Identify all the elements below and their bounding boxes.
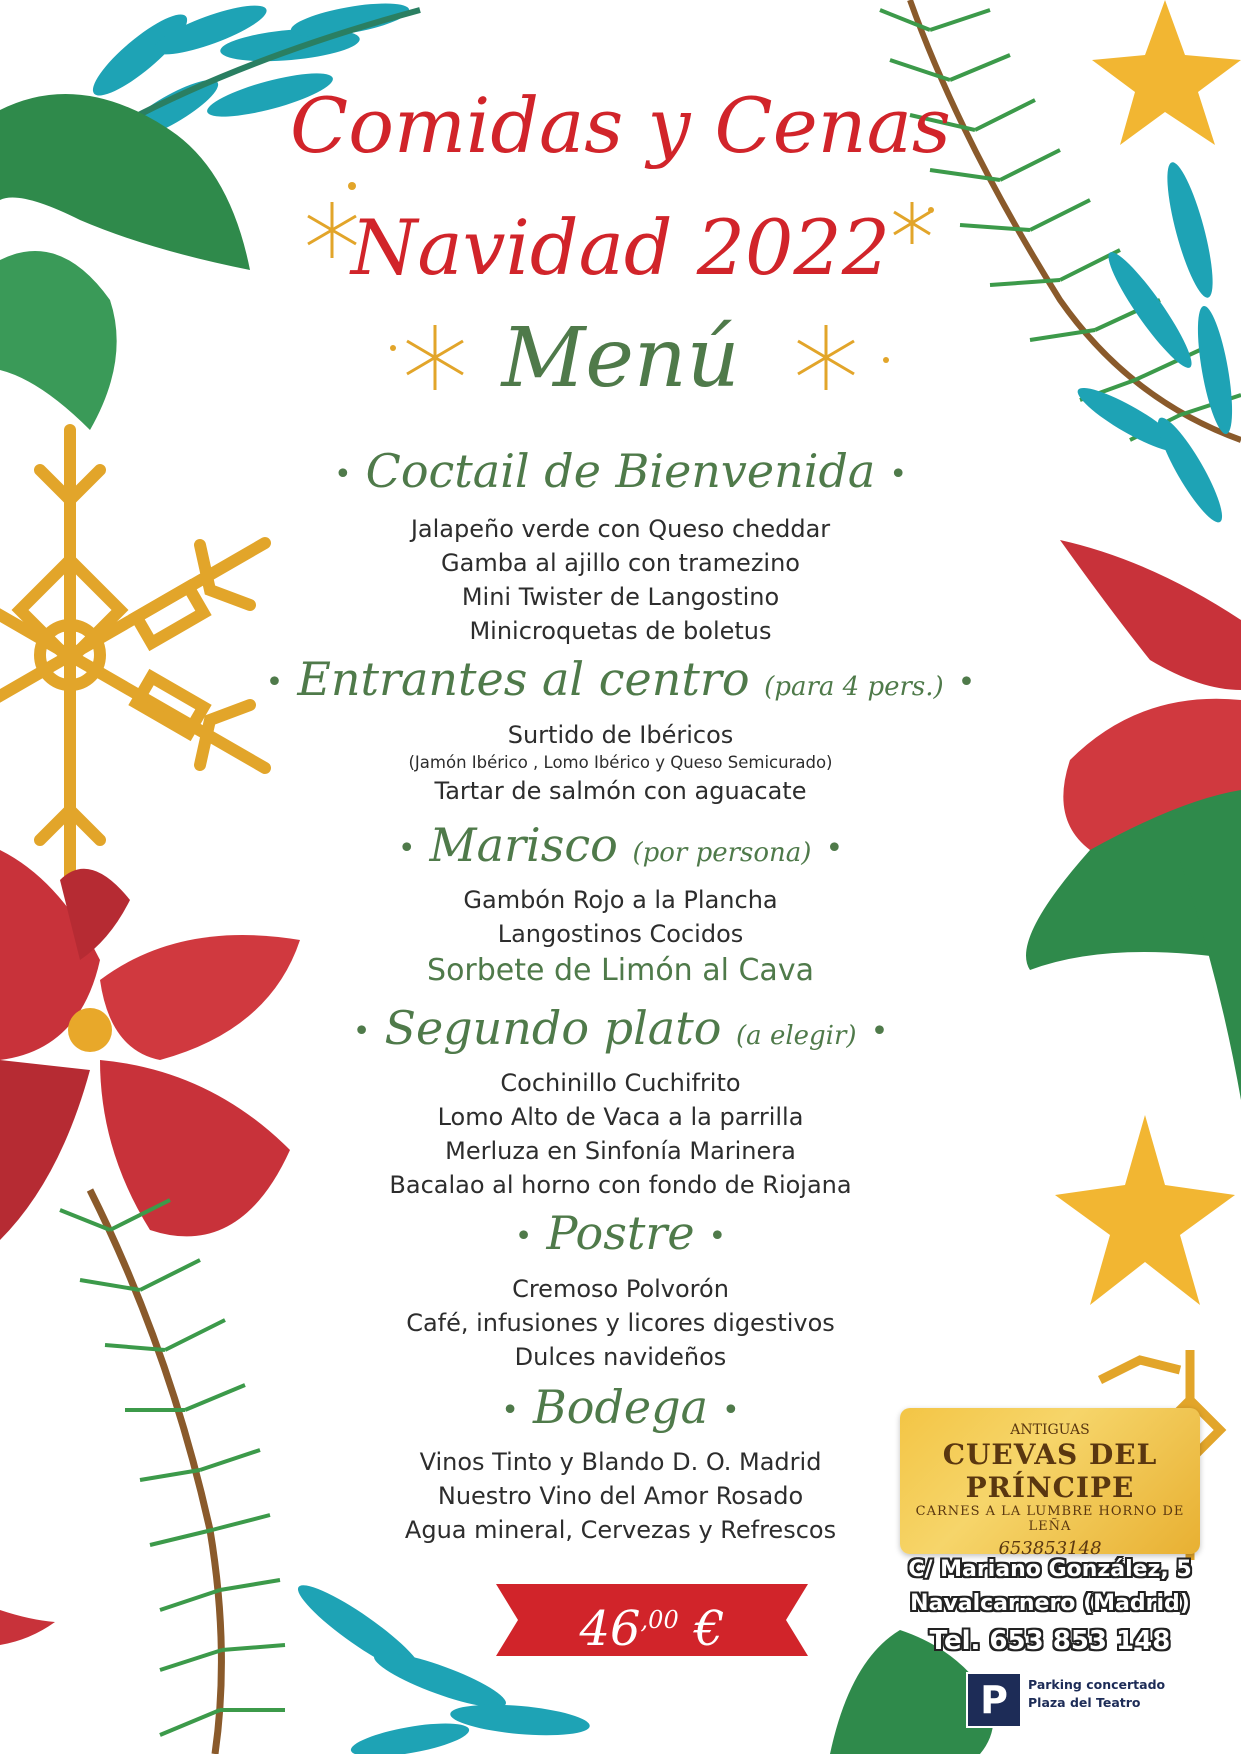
title-block (0, 81, 1241, 170)
menu-item: Gamba al ajillo con tramezino (441, 549, 800, 577)
menu-item: Bacalao al horno con fondo de Riojana (389, 1171, 852, 1199)
menu-heading: Menú (501, 311, 740, 406)
menu-item: Café, infusiones y licores digestivos (406, 1309, 835, 1337)
section-heading-marisco: • Marisco (por persona) • (397, 818, 844, 872)
address-city: Navalcarnero (Madrid) (910, 1591, 1190, 1616)
menu-item: Surtido de Ibéricos (507, 721, 734, 749)
menu-item: Cremoso Polvorón (512, 1275, 729, 1303)
title-line-1: Comidas y Cenas (290, 81, 951, 170)
section-items-entrantes (0, 718, 1241, 808)
menu-item-note: (Jamón Ibérico , Lomo Ibérico y Queso Semicurado) (408, 753, 833, 772)
title-line-2: Navidad 2022 (350, 203, 891, 292)
menu-item: Mini Twister de Langostino (461, 583, 780, 611)
address-street: C/ Mariano González, 5 (908, 1557, 1192, 1582)
section-heading-segundo: • Segundo plato (a elegir) • (352, 1001, 889, 1055)
section-heading-bodega: • Bodega • (501, 1380, 740, 1434)
menu-item: Agua mineral, Cervezas y Refrescos (404, 1516, 837, 1544)
menu-item: Jalapeño verde con Queso cheddar (410, 515, 831, 543)
gold-snowflake-left-icon (0, 430, 265, 880)
restaurant-logo: ANTIGUAS CUEVAS DEL PRÍNCIPE CARNES A LA LUMBRE HORNO DE LEÑA 653853148 (900, 1408, 1200, 1554)
menu-item: Langostinos Cocidos (497, 920, 744, 948)
red-leaf-bottom-left-icon (0, 1610, 55, 1645)
menu-item: Vinos Tinto y Blando D. O. Madrid (419, 1448, 822, 1476)
menu-item: Tartar de salmón con aguacate (434, 777, 807, 805)
section-heading-coctail: • Coctail de Bienvenida • (333, 444, 908, 498)
menu-item: Cochinillo Cuchifrito (500, 1069, 741, 1097)
menu-item: Dulces navideños (514, 1343, 727, 1371)
address-phone: Tel. 653 853 148 (929, 1626, 1171, 1656)
section-heading-entrantes: • Entrantes al centro (para 4 pers.) • (265, 652, 976, 706)
menu-item: Merluza en Sinfonía Marinera (445, 1137, 796, 1165)
menu-item-sorbete: Sorbete de Limón al Cava (427, 953, 814, 988)
menu-item: Minicroquetas de boletus (469, 617, 772, 645)
phone-icon-text: 653853148 (998, 1538, 1102, 1559)
menu-item: Gambón Rojo a la Plancha (463, 886, 778, 914)
section-items-coctail (0, 512, 1241, 648)
section-items-postre (0, 1272, 1241, 1374)
section-heading-postre: • Postre • (514, 1206, 727, 1260)
price-label: $46^{,00}$ € (579, 1601, 725, 1657)
section-items-segundo (0, 1066, 1241, 1202)
menu-item: Nuestro Vino del Amor Rosado (437, 1482, 804, 1510)
menu-item: Lomo Alto de Vaca a la parrilla (437, 1103, 804, 1131)
parking-icon: P (966, 1672, 1022, 1728)
title-line-2-wrap (0, 203, 1241, 292)
parking-info: Parking concertado Plaza del Teatro (1028, 1677, 1166, 1710)
menu-heading-wrap (0, 311, 1241, 406)
section-items-marisco (0, 883, 1241, 991)
